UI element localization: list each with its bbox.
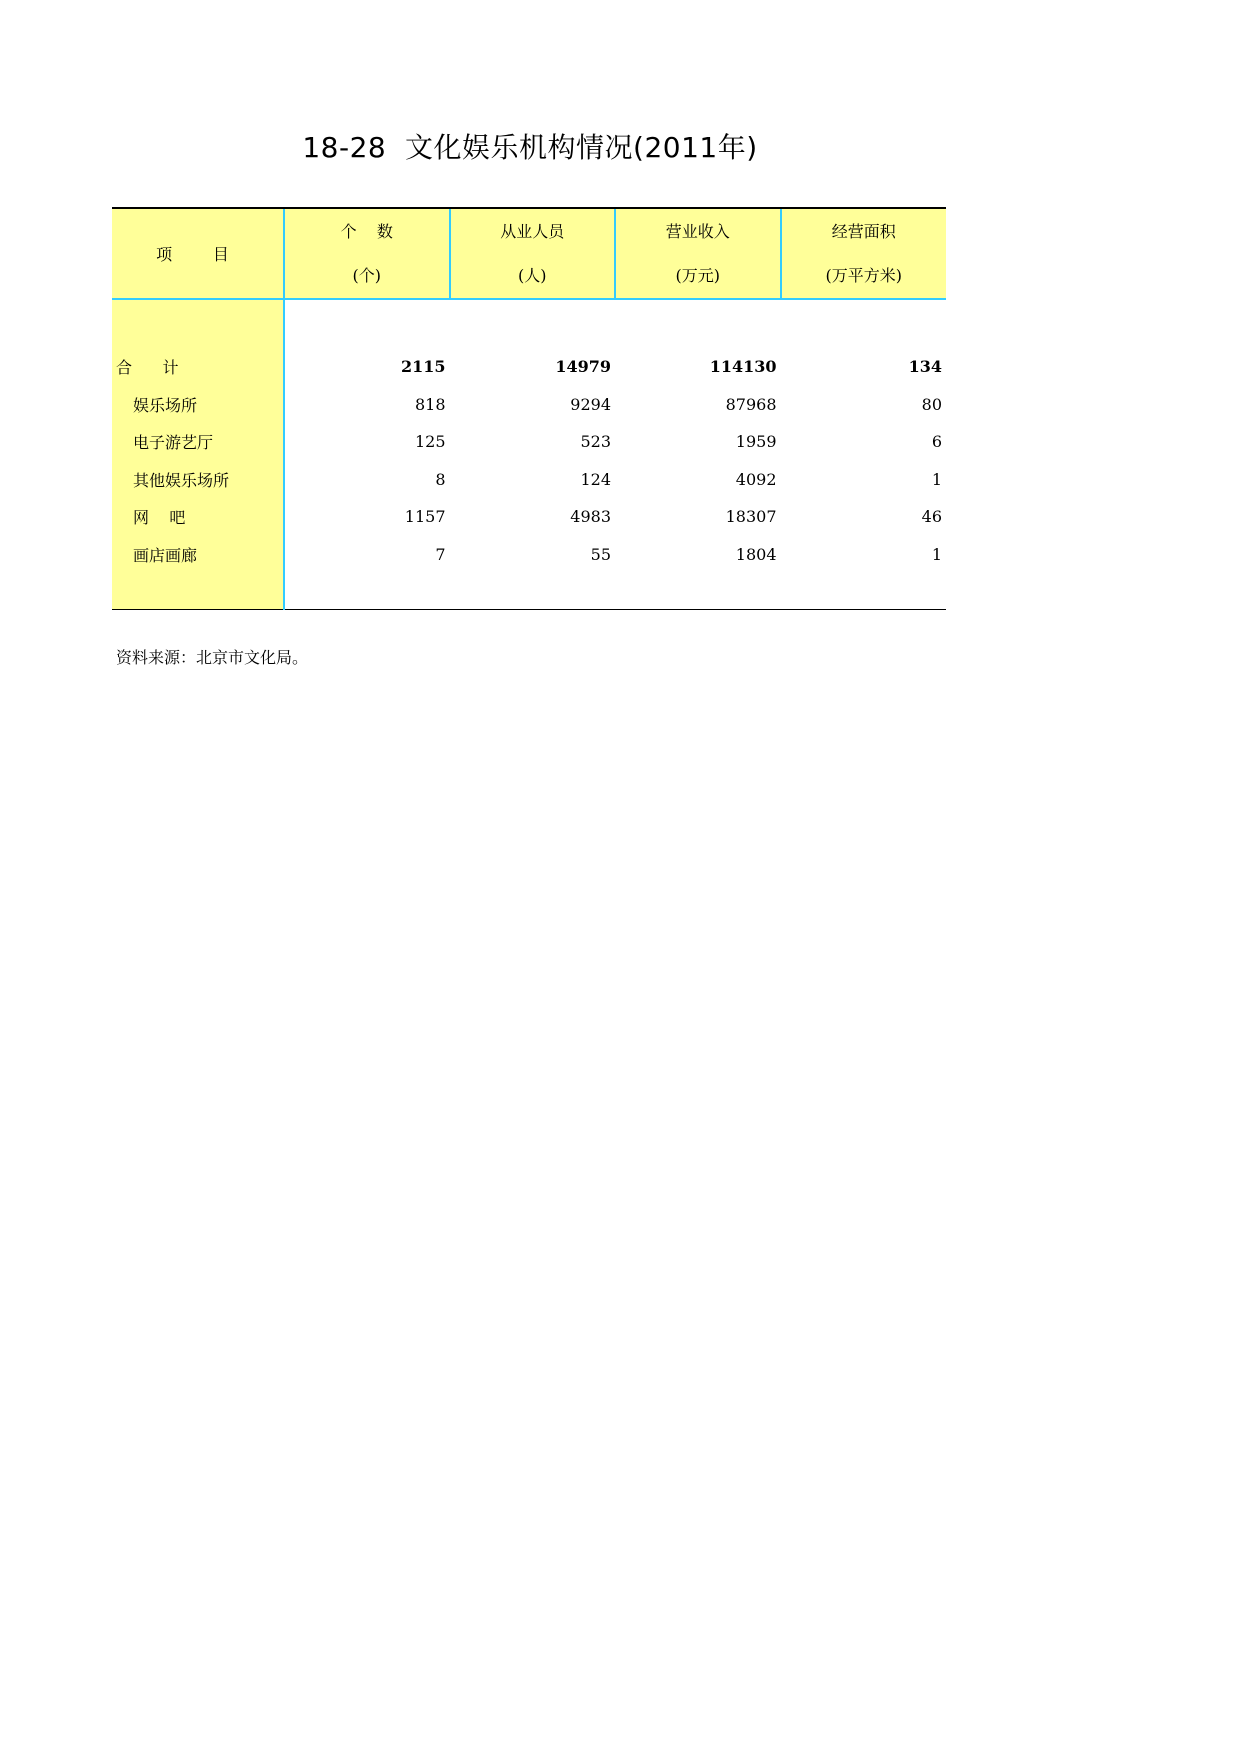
cell-value: 1804 xyxy=(735,544,777,564)
cell-value: 125 xyxy=(414,432,446,452)
data-table xyxy=(112,207,946,610)
cell-value: 9294 xyxy=(570,394,611,414)
stub-cell xyxy=(112,573,284,610)
cell-value: 6 xyxy=(931,432,942,452)
cell-value: 2115 xyxy=(400,357,446,377)
page-title: 18-28 文化娱乐机构情况(2011年) xyxy=(302,131,758,164)
cell-value: 523 xyxy=(580,432,611,452)
column-header xyxy=(615,208,781,299)
header-row xyxy=(112,208,946,299)
cell-value: 114130 xyxy=(709,357,777,377)
stub-header xyxy=(112,208,284,299)
column-unit: (人) xyxy=(518,265,547,285)
column-name: 个 数 xyxy=(340,221,393,241)
column-name: 营业收入 xyxy=(665,221,730,241)
cell-value: 8 xyxy=(435,469,446,489)
column-name: 从业人员 xyxy=(500,221,565,241)
column-header xyxy=(450,208,616,299)
column-unit: (万元) xyxy=(675,265,720,285)
row-label: 娱乐场所 xyxy=(112,386,284,424)
cell-value: 818 xyxy=(414,394,446,414)
cell-value: 80 xyxy=(921,394,942,414)
table-row xyxy=(112,423,946,461)
spacer-row xyxy=(112,299,946,348)
cell-value: 4983 xyxy=(570,507,611,527)
cell-value: 1 xyxy=(931,469,942,489)
column-unit: (个) xyxy=(352,265,381,285)
source-note: 资料来源：北京市文化局。 xyxy=(116,648,309,667)
cell-value: 1157 xyxy=(404,507,446,527)
stub-header-label: 项 目 xyxy=(156,245,229,264)
cell-value: 55 xyxy=(590,544,611,564)
cell-value: 14979 xyxy=(555,357,611,377)
cell-value: 7 xyxy=(435,544,446,564)
cell-value: 18307 xyxy=(725,507,777,527)
cell-value: 124 xyxy=(580,469,611,489)
table-row xyxy=(112,498,946,536)
cell-value: 87968 xyxy=(725,394,777,414)
spacer-row xyxy=(112,573,946,610)
row-label: 合 计 xyxy=(112,348,284,386)
cell-value: 4092 xyxy=(735,469,777,489)
table-row-total xyxy=(112,348,946,386)
column-header xyxy=(284,208,450,299)
column-header xyxy=(781,208,947,299)
cell-value: 134 xyxy=(908,357,942,377)
column-unit: (万平方米) xyxy=(825,265,902,285)
table-row xyxy=(112,386,946,424)
table-row xyxy=(112,461,946,499)
stub-cell xyxy=(112,299,284,348)
column-name: 经营面积 xyxy=(831,221,896,241)
row-label: 网 吧 xyxy=(112,498,284,536)
table-row xyxy=(112,536,946,574)
row-label: 画店画廊 xyxy=(112,536,284,574)
row-label: 电子游艺厅 xyxy=(112,423,284,461)
cell-value: 46 xyxy=(921,507,942,527)
cell-value: 1 xyxy=(931,544,942,564)
cell-value: 1959 xyxy=(735,432,777,452)
row-label: 其他娱乐场所 xyxy=(112,461,284,499)
